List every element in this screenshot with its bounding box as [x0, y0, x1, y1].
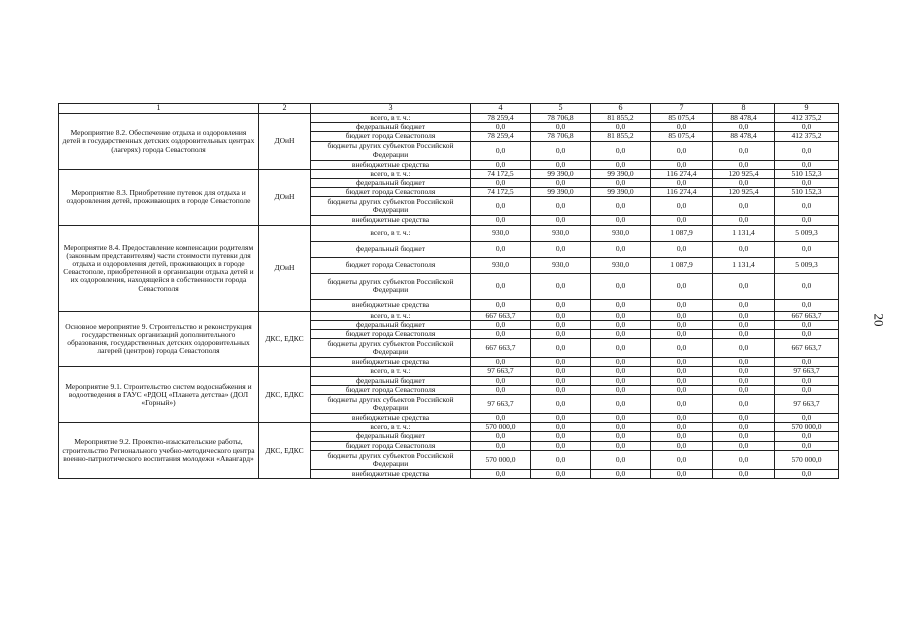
value-cell: 78 259,4 [471, 132, 531, 141]
value-cell: 0,0 [471, 432, 531, 441]
value-cell: 81 855,2 [591, 114, 651, 123]
value-cell: 0,0 [713, 441, 775, 450]
value-cell: 97 663,7 [775, 367, 839, 376]
value-cell: 85 075,4 [651, 114, 713, 123]
funding-source: внебюджетные средства [311, 358, 471, 367]
value-cell: 0,0 [531, 299, 591, 311]
value-cell: 0,0 [651, 330, 713, 339]
value-cell: 0,0 [591, 376, 651, 385]
value-cell: 116 274,4 [651, 169, 713, 178]
value-cell: 78 259,4 [471, 114, 531, 123]
value-cell: 97 663,7 [775, 395, 839, 414]
funding-source: всего, в т. ч.: [311, 169, 471, 178]
funding-source: бюджеты других субъектов Российской Федерации [311, 450, 471, 469]
funding-source: федеральный бюджет [311, 432, 471, 441]
value-cell: 0,0 [651, 414, 713, 423]
value-cell: 0,0 [471, 197, 531, 216]
value-cell: 0,0 [775, 123, 839, 132]
executor: ДОиН [259, 114, 311, 170]
value-cell: 0,0 [651, 299, 713, 311]
value-cell: 0,0 [651, 216, 713, 225]
value-cell: 1 131,4 [713, 225, 775, 241]
value-cell: 0,0 [651, 367, 713, 376]
value-cell: 0,0 [531, 367, 591, 376]
funding-source: бюджет города Севастополя [311, 441, 471, 450]
value-cell: 0,0 [591, 141, 651, 160]
value-cell: 0,0 [531, 450, 591, 469]
table-row [59, 169, 839, 178]
value-cell: 0,0 [713, 339, 775, 358]
value-cell: 0,0 [651, 141, 713, 160]
table-row [59, 423, 839, 432]
value-cell: 120 925,4 [713, 188, 775, 197]
value-cell: 0,0 [591, 414, 651, 423]
executor: ДКС, ЕДКС [259, 423, 311, 479]
value-cell: 0,0 [471, 358, 531, 367]
value-cell: 0,0 [531, 197, 591, 216]
measure-name: Мероприятие 8.2. Обеспечение отдыха и оздоровления детей в государственных детских оздоровительных центрах (лагерях) города Севастополя [59, 114, 259, 170]
header-cell: 4 [471, 104, 531, 114]
value-cell: 0,0 [775, 358, 839, 367]
value-cell: 0,0 [471, 241, 531, 257]
value-cell: 0,0 [775, 469, 839, 478]
funding-source: внебюджетные средства [311, 414, 471, 423]
value-cell: 0,0 [531, 273, 591, 299]
value-cell: 570 000,0 [775, 423, 839, 432]
funding-source: федеральный бюджет [311, 376, 471, 385]
value-cell: 0,0 [591, 385, 651, 394]
value-cell: 0,0 [713, 423, 775, 432]
value-cell: 0,0 [713, 160, 775, 169]
value-cell: 0,0 [651, 376, 713, 385]
value-cell: 0,0 [775, 141, 839, 160]
value-cell: 99 390,0 [591, 169, 651, 178]
value-cell: 0,0 [651, 311, 713, 320]
value-cell: 0,0 [471, 469, 531, 478]
value-cell: 99 390,0 [591, 188, 651, 197]
value-cell: 0,0 [531, 311, 591, 320]
value-cell: 5 009,3 [775, 257, 839, 273]
funding-source: бюджеты других субъектов Российской Федерации [311, 141, 471, 160]
value-cell: 0,0 [531, 141, 591, 160]
value-cell: 0,0 [775, 179, 839, 188]
header-cell: 8 [713, 104, 775, 114]
value-cell: 0,0 [775, 385, 839, 394]
value-cell: 0,0 [591, 179, 651, 188]
value-cell: 0,0 [591, 320, 651, 329]
value-cell: 0,0 [713, 179, 775, 188]
header-cell: 9 [775, 104, 839, 114]
value-cell: 0,0 [775, 441, 839, 450]
value-cell: 0,0 [591, 441, 651, 450]
table-row [59, 225, 839, 241]
value-cell: 1 087,9 [651, 257, 713, 273]
value-cell: 0,0 [713, 376, 775, 385]
value-cell: 0,0 [591, 216, 651, 225]
value-cell: 0,0 [713, 358, 775, 367]
executor: ДОиН [259, 169, 311, 225]
value-cell: 0,0 [713, 367, 775, 376]
value-cell: 0,0 [531, 432, 591, 441]
value-cell: 0,0 [591, 311, 651, 320]
value-cell: 930,0 [591, 257, 651, 273]
funding-source: всего, в т. ч.: [311, 423, 471, 432]
value-cell: 0,0 [775, 241, 839, 257]
value-cell: 0,0 [713, 450, 775, 469]
value-cell: 0,0 [775, 376, 839, 385]
value-cell: 0,0 [531, 441, 591, 450]
value-cell: 0,0 [713, 311, 775, 320]
value-cell: 1 087,9 [651, 225, 713, 241]
value-cell: 0,0 [775, 320, 839, 329]
value-cell: 0,0 [531, 179, 591, 188]
value-cell: 97 663,7 [471, 395, 531, 414]
value-cell: 0,0 [651, 395, 713, 414]
funding-source: бюджеты других субъектов Российской Федерации [311, 339, 471, 358]
value-cell: 930,0 [471, 225, 531, 241]
executor: ДОиН [259, 225, 311, 311]
value-cell: 0,0 [651, 160, 713, 169]
value-cell: 0,0 [531, 469, 591, 478]
funding-source: бюджеты других субъектов Российской Федерации [311, 273, 471, 299]
funding-source: бюджеты других субъектов Российской Федерации [311, 197, 471, 216]
value-cell: 99 390,0 [531, 169, 591, 178]
table-row [59, 311, 839, 320]
value-cell: 0,0 [471, 376, 531, 385]
header-cell: 5 [531, 104, 591, 114]
value-cell: 0,0 [651, 469, 713, 478]
value-cell: 570 000,0 [471, 423, 531, 432]
value-cell: 0,0 [651, 432, 713, 441]
funding-source: внебюджетные средства [311, 216, 471, 225]
value-cell: 0,0 [531, 339, 591, 358]
value-cell: 0,0 [471, 141, 531, 160]
value-cell: 0,0 [591, 197, 651, 216]
measure-name: Мероприятие 8.4. Предоставление компенсации родителям (законным представителям) части стоимости путевки для отдыха и оздоровления детей, проживающих в городе Севастополе, приобретенной в организации отдыха детей и их оздоровления, находящейся в собственности города Севастополя [59, 225, 259, 311]
value-cell: 0,0 [591, 469, 651, 478]
funding-source: всего, в т. ч.: [311, 311, 471, 320]
value-cell: 0,0 [531, 423, 591, 432]
funding-source: бюджет города Севастополя [311, 330, 471, 339]
value-cell: 0,0 [591, 423, 651, 432]
funding-source: бюджет города Севастополя [311, 385, 471, 394]
funding-source: внебюджетные средства [311, 469, 471, 478]
value-cell: 0,0 [651, 385, 713, 394]
value-cell: 0,0 [713, 273, 775, 299]
value-cell: 0,0 [651, 450, 713, 469]
value-cell: 412 375,2 [775, 114, 839, 123]
value-cell: 0,0 [651, 123, 713, 132]
value-cell: 930,0 [471, 257, 531, 273]
value-cell: 0,0 [531, 395, 591, 414]
value-cell: 0,0 [591, 299, 651, 311]
value-cell: 116 274,4 [651, 188, 713, 197]
value-cell: 0,0 [531, 320, 591, 329]
value-cell: 97 663,7 [471, 367, 531, 376]
table-row [59, 114, 839, 123]
value-cell: 99 390,0 [531, 188, 591, 197]
value-cell: 74 172,5 [471, 169, 531, 178]
funding-source: федеральный бюджет [311, 241, 471, 257]
value-cell: 0,0 [471, 216, 531, 225]
value-cell: 0,0 [531, 376, 591, 385]
funding-source: бюджеты других субъектов Российской Федерации [311, 395, 471, 414]
value-cell: 0,0 [713, 385, 775, 394]
value-cell: 0,0 [531, 160, 591, 169]
measure-name: Мероприятие 8.3. Приобретение путевок для отдыха и оздоровления детей, проживающих в городе Севастополе [59, 169, 259, 225]
value-cell: 0,0 [591, 395, 651, 414]
value-cell: 0,0 [471, 273, 531, 299]
value-cell: 570 000,0 [775, 450, 839, 469]
value-cell: 81 855,2 [591, 132, 651, 141]
value-cell: 78 706,8 [531, 132, 591, 141]
value-cell: 0,0 [651, 320, 713, 329]
value-cell: 930,0 [531, 225, 591, 241]
value-cell: 0,0 [471, 414, 531, 423]
value-cell: 930,0 [531, 257, 591, 273]
value-cell: 0,0 [713, 123, 775, 132]
header-row [59, 104, 839, 114]
value-cell: 0,0 [651, 339, 713, 358]
value-cell: 0,0 [651, 358, 713, 367]
value-cell: 0,0 [713, 241, 775, 257]
funding-source: федеральный бюджет [311, 179, 471, 188]
value-cell: 0,0 [775, 273, 839, 299]
value-cell: 0,0 [713, 299, 775, 311]
value-cell: 0,0 [591, 367, 651, 376]
value-cell: 0,0 [591, 273, 651, 299]
value-cell: 0,0 [775, 432, 839, 441]
value-cell: 0,0 [591, 358, 651, 367]
value-cell: 0,0 [531, 241, 591, 257]
table-row [59, 367, 839, 376]
value-cell: 0,0 [713, 432, 775, 441]
value-cell: 0,0 [591, 450, 651, 469]
value-cell: 0,0 [713, 330, 775, 339]
value-cell: 0,0 [775, 330, 839, 339]
value-cell: 0,0 [471, 179, 531, 188]
value-cell: 88 478,4 [713, 114, 775, 123]
funding-source: федеральный бюджет [311, 123, 471, 132]
value-cell: 0,0 [775, 299, 839, 311]
value-cell: 0,0 [591, 330, 651, 339]
header-cell: 1 [59, 104, 259, 114]
value-cell: 0,0 [471, 320, 531, 329]
value-cell: 0,0 [591, 241, 651, 257]
value-cell: 0,0 [775, 197, 839, 216]
value-cell: 0,0 [591, 432, 651, 441]
funding-source: всего, в т. ч.: [311, 114, 471, 123]
value-cell: 570 000,0 [471, 450, 531, 469]
value-cell: 88 478,4 [713, 132, 775, 141]
value-cell: 0,0 [651, 179, 713, 188]
value-cell: 0,0 [471, 299, 531, 311]
value-cell: 120 925,4 [713, 169, 775, 178]
value-cell: 5 009,3 [775, 225, 839, 241]
value-cell: 0,0 [775, 414, 839, 423]
value-cell: 510 152,3 [775, 188, 839, 197]
value-cell: 0,0 [591, 123, 651, 132]
value-cell: 85 075,4 [651, 132, 713, 141]
value-cell: 0,0 [471, 330, 531, 339]
measure-name: Мероприятие 9.1. Строительство систем водоснабжения и водоотведения в ГАУС «РДОЦ «Планета детства» (ДОЛ «Горный») [59, 367, 259, 423]
value-cell: 0,0 [713, 320, 775, 329]
funding-source: бюджет города Севастополя [311, 257, 471, 273]
value-cell: 0,0 [651, 241, 713, 257]
value-cell: 0,0 [775, 160, 839, 169]
value-cell: 412 375,2 [775, 132, 839, 141]
value-cell: 510 152,3 [775, 169, 839, 178]
value-cell: 0,0 [531, 385, 591, 394]
value-cell: 0,0 [531, 414, 591, 423]
executor: ДКС, ЕДКС [259, 311, 311, 367]
header-cell: 3 [311, 104, 471, 114]
funding-source: всего, в т. ч.: [311, 367, 471, 376]
value-cell: 667 663,7 [775, 311, 839, 320]
page-number: 20 [871, 313, 887, 327]
value-cell: 0,0 [775, 216, 839, 225]
value-cell: 0,0 [713, 197, 775, 216]
funding-source: бюджет города Севастополя [311, 188, 471, 197]
funding-source: бюджет города Севастополя [311, 132, 471, 141]
value-cell: 0,0 [713, 141, 775, 160]
value-cell: 0,0 [651, 423, 713, 432]
value-cell: 667 663,7 [775, 339, 839, 358]
header-cell: 6 [591, 104, 651, 114]
value-cell: 0,0 [471, 441, 531, 450]
funding-source: внебюджетные средства [311, 299, 471, 311]
value-cell: 0,0 [713, 395, 775, 414]
value-cell: 0,0 [471, 385, 531, 394]
value-cell: 667 663,7 [471, 311, 531, 320]
value-cell: 0,0 [531, 216, 591, 225]
measure-name: Мероприятие 9.2. Проектно-изыскательские работы, строительство Регионального учебно-методического центра военно-патриотического воспитания молодежи «Авангард» [59, 423, 259, 479]
funding-source: внебюджетные средства [311, 160, 471, 169]
value-cell: 667 663,7 [471, 339, 531, 358]
funding-source: федеральный бюджет [311, 320, 471, 329]
value-cell: 74 172,5 [471, 188, 531, 197]
value-cell: 0,0 [471, 123, 531, 132]
value-cell: 0,0 [591, 160, 651, 169]
value-cell: 930,0 [591, 225, 651, 241]
value-cell: 0,0 [651, 273, 713, 299]
value-cell: 0,0 [591, 339, 651, 358]
value-cell: 0,0 [651, 441, 713, 450]
header-cell: 2 [259, 104, 311, 114]
measure-name: Основное мероприятие 9. Строительство и реконструкция государственных организаций дополнительного образования, государственных детских оздоровительных лагерей (центров) города Севастополя [59, 311, 259, 367]
value-cell: 0,0 [713, 414, 775, 423]
value-cell: 78 706,8 [531, 114, 591, 123]
value-cell: 1 131,4 [713, 257, 775, 273]
value-cell: 0,0 [713, 469, 775, 478]
budget-table [58, 103, 839, 479]
value-cell: 0,0 [531, 123, 591, 132]
value-cell: 0,0 [713, 216, 775, 225]
funding-source: всего, в т. ч.: [311, 225, 471, 241]
value-cell: 0,0 [471, 160, 531, 169]
header-cell: 7 [651, 104, 713, 114]
value-cell: 0,0 [531, 358, 591, 367]
executor: ДКС, ЕДКС [259, 367, 311, 423]
value-cell: 0,0 [651, 197, 713, 216]
value-cell: 0,0 [531, 330, 591, 339]
